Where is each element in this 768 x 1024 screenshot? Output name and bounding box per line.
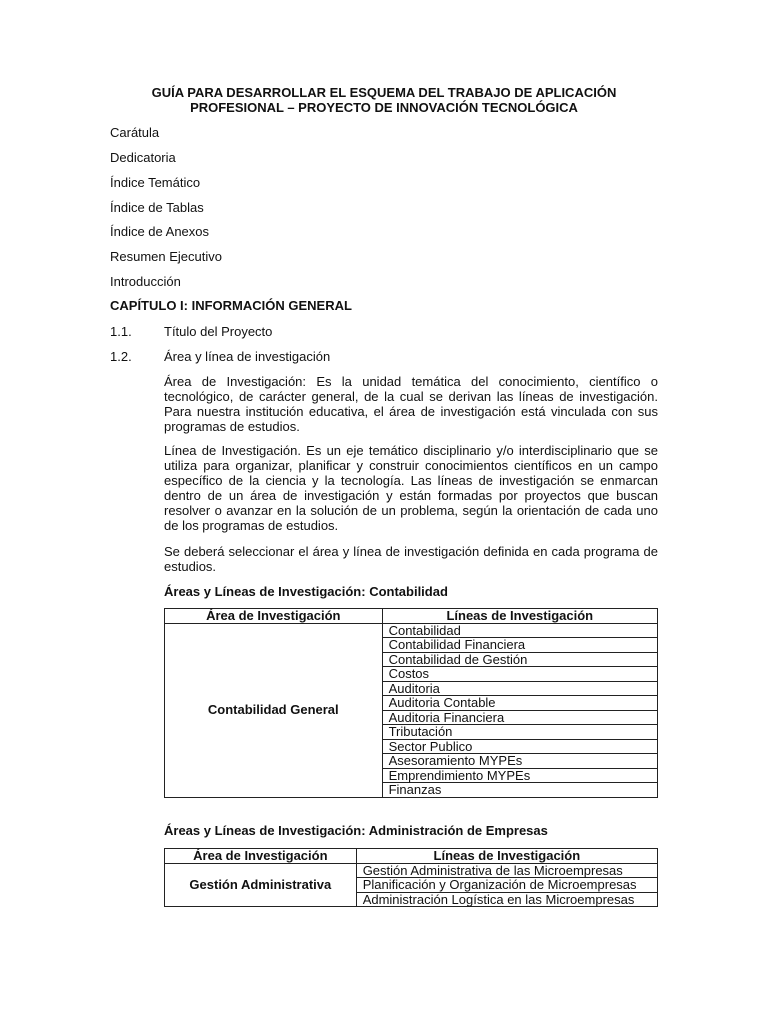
line-cell: Contabilidad: [382, 623, 657, 638]
line-cell: Planificación y Organización de Microempresas: [356, 878, 657, 893]
line-cell: Contabilidad Financiera: [382, 638, 657, 653]
line-cell: Auditoria Contable: [382, 696, 657, 711]
section-number: 1.1.: [110, 324, 132, 339]
line-cell: Tributación: [382, 725, 657, 740]
line-cell: Asesoramiento MYPEs: [382, 754, 657, 769]
section-number: 1.2.: [110, 349, 132, 364]
header-lines: Líneas de Investigación: [382, 609, 657, 624]
line-cell: Administración Logística en las Microempresas: [356, 892, 657, 907]
document-title: [110, 85, 658, 115]
table-contabilidad: [164, 608, 658, 798]
line-cell: Finanzas: [382, 783, 657, 798]
chapter-heading: CAPÍTULO I: INFORMACIÓN GENERAL: [110, 298, 352, 313]
header-area: Área de Investigación: [165, 609, 383, 624]
paragraph-area-definition: Área de Investigación: Es la unidad temática del conocimiento, científico o tecnológico, de carácter general, de la cual se derivan las líneas de investigación. Para nuestra institución educativa, el área de investigación está vinculada con sus programas de estudios.: [164, 374, 658, 434]
header-lines: Líneas de Investigación: [356, 849, 657, 864]
toc-item-caratula: Carátula: [110, 125, 160, 140]
table-header-row: [165, 609, 658, 624]
table-administracion: [164, 848, 658, 907]
table1-caption: Áreas y Líneas de Investigación: Contabilidad: [164, 584, 448, 599]
area-cell: Gestión Administrativa: [165, 863, 357, 907]
paragraph-selection-note: Se deberá seleccionar el área y línea de investigación definida en cada programa de estudios.: [164, 544, 658, 574]
toc-item-resumen: Resumen Ejecutivo: [110, 249, 222, 264]
toc-item-indice-tablas: Índice de Tablas: [110, 200, 204, 215]
section-title: Título del Proyecto: [164, 324, 273, 339]
paragraph-line-definition: Línea de Investigación. Es un eje temático disciplinario y/o interdisciplinario que se utiliza para organizar, planificar y construir conocimientos científicos en un campo específico de la ciencia y la tecnología. Las líneas de investigación se enmarcan dentro de un área de investigación y están formadas por proyectos que buscan resolver o avanzar en la solución de un problema, según la orientación de cada uno de los programas de estudios.: [164, 443, 658, 533]
header-area: Área de Investigación: [165, 849, 357, 864]
title-line-2: PROFESIONAL – PROYECTO DE INNOVACIÓN TECNOLÓGICA: [190, 100, 578, 115]
toc-item-introduccion: Introducción: [110, 274, 181, 289]
title-line-1: GUÍA PARA DESARROLLAR EL ESQUEMA DEL TRABAJO DE APLICACIÓN: [151, 85, 617, 100]
toc-item-indice-tematico: Índice Temático: [110, 175, 201, 190]
table2-caption: Áreas y Líneas de Investigación: Administración de Empresas: [164, 823, 548, 838]
toc-item-indice-anexos: Índice de Anexos: [110, 224, 210, 239]
line-cell: Gestión Administrativa de las Microempresas: [356, 863, 657, 878]
toc-item-dedicatoria: Dedicatoria: [110, 150, 176, 165]
line-cell: Auditoria Financiera: [382, 710, 657, 725]
line-cell: Costos: [382, 667, 657, 682]
area-cell: Contabilidad General: [165, 623, 383, 797]
table-row: [165, 623, 658, 638]
section-title: Área y línea de investigación: [164, 349, 331, 364]
line-cell: Contabilidad de Gestión: [382, 652, 657, 667]
line-cell: Sector Publico: [382, 739, 657, 754]
table-row: [165, 863, 658, 878]
table-header-row: [165, 849, 658, 864]
line-cell: Emprendimiento MYPEs: [382, 768, 657, 783]
line-cell: Auditoria: [382, 681, 657, 696]
